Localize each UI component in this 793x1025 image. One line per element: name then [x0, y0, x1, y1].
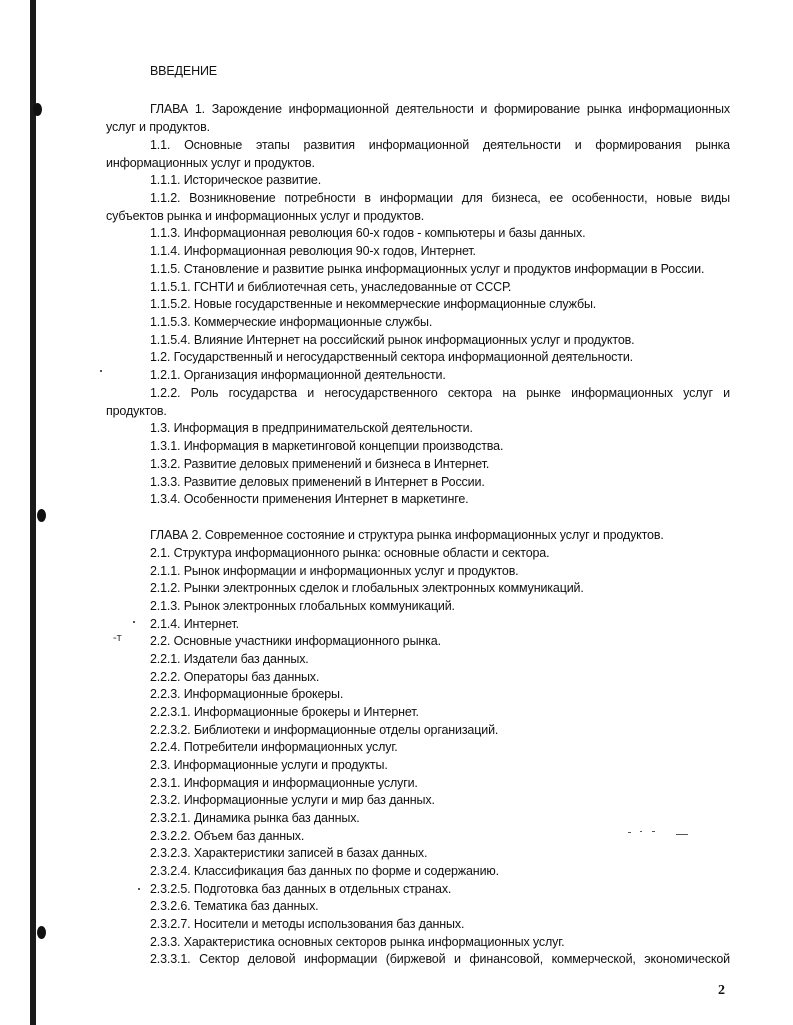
toc-line: 1.3.2. Развитие деловых применений и бизнеса в Интернет. [150, 457, 490, 471]
toc-line: 1.1.5.4. Влияние Интернет на российский рынок информационных услуг и продуктов. [150, 332, 635, 347]
toc-line: субъектов рынка и информационных услуг и продуктов. [106, 208, 425, 223]
scan-speck [100, 370, 102, 372]
intro-heading: ВВЕДЕНИЕ [150, 64, 217, 78]
toc-line: 2.1.2. Рынки электронных сделок и глобальных электронных коммуникаций. [150, 581, 584, 595]
toc-line: 2.3. Информационные услуги и продукты. [150, 758, 388, 772]
toc-line: 1.1.2. Возникновение потребности в информации для бизнеса, ее особенности, новые виды [150, 191, 730, 205]
toc-line: 2.2.4. Потребители информационных услуг. [150, 740, 398, 754]
toc-line: 2.3.1. Информация и информационные услуги. [150, 775, 418, 790]
toc-line: ГЛАВА 1. Зарождение информационной деятельности и формирование рынка информационных [150, 102, 730, 116]
toc-line: 1.3.3. Развитие деловых применений в Интернет в России. [150, 474, 485, 489]
toc-line: 2.3.3. Характеристика основных секторов рынка информационных услуг. [150, 934, 565, 949]
toc-line: 1.1.1. Историческое развитие. [150, 173, 322, 187]
toc-line: услуг и продуктов. [106, 119, 210, 134]
toc-line: 2.1.1. Рынок информации и информационных услуг и продуктов. [150, 563, 519, 578]
toc-line: 2.1.3. Рынок электронных глобальных коммуникаций. [150, 599, 455, 613]
scan-speck [138, 888, 140, 890]
toc-line: 1.1. Основные этапы развития информационной деятельности и формирования рынка [150, 138, 730, 152]
toc-line: 2.1.4. Интернет. [150, 616, 239, 631]
punch-hole-mark [37, 926, 46, 939]
toc-line: 2.3.3.1. Сектор деловой информации (биржевой и финансовой, коммерческой, экономической [150, 952, 730, 966]
toc-line: 1.3.4. Особенности применения Интернет в маркетинге. [150, 492, 469, 506]
toc-line: 2.3.2.5. Подготовка баз данных в отдельных странах. [150, 881, 452, 896]
toc-line: 2.2.1. Издатели баз данных. [150, 652, 309, 666]
toc-line: 2.2. Основные участники информационного рынка. [150, 634, 441, 648]
page-number: 2 [718, 983, 725, 998]
toc-line: 2.3.2.6. Тематика баз данных. [150, 899, 319, 913]
toc-line: 2.2.3.2. Библиотеки и информационные отделы организаций. [150, 722, 499, 737]
toc-line: 2.3.2.7. Носители и методы использования баз данных. [150, 917, 465, 931]
punch-hole-mark [37, 509, 46, 522]
toc-line: 2.2.3. Информационные брокеры. [150, 687, 344, 701]
toc-line: информационных услуг и продуктов. [106, 155, 315, 170]
toc-line: 2.2.2. Операторы баз данных. [150, 669, 320, 684]
side-mark: -т [113, 632, 122, 644]
toc-line: 1.3.1. Информация в маркетинговой концепции производства. [150, 439, 504, 453]
toc-line: 1.1.5. Становление и развитие рынка информационных услуг и продуктов информации в России. [150, 262, 705, 276]
toc-line: ГЛАВА 2. Современное состояние и структура рынка информационных услуг и продуктов. [150, 528, 664, 542]
toc-line: 2.1. Структура информационного рынка: основные области и сектора. [150, 546, 550, 560]
toc-line: 1.2.1. Организация информационной деятельности. [150, 368, 446, 382]
toc-line: 1.2.2. Роль государства и негосударственного сектора на рынке информационных услуг и [150, 386, 730, 400]
toc-line: 2.3.2.2. Объем баз данных. [150, 828, 305, 843]
toc-line: 1.1.5.2. Новые государственные и некоммерческие информационные службы. [150, 297, 597, 311]
toc-line: 1.1.3. Информационная революция 60-х годов - компьютеры и базы данных. [150, 226, 586, 240]
toc-line: 2.3.2.4. Классификация баз данных по форме и содержанию. [150, 864, 499, 878]
toc-line: 2.3.2.1. Динамика рынка баз данных. [150, 811, 360, 825]
toc-line: 2.2.3.1. Информационные брокеры и Интернет. [150, 705, 419, 719]
toc-line: 1.2. Государственный и негосударственный сектора информационной деятельности. [150, 350, 633, 364]
toc-line: 1.1.5.1. ГСНТИ и библиотечная сеть, унаследованные от СССР. [150, 279, 512, 294]
scan-speck [133, 621, 135, 623]
toc-line: продуктов. [106, 403, 167, 418]
toc-line: 1.1.5.3. Коммерческие информационные службы. [150, 315, 433, 329]
toc-line: 2.3.2.3. Характеристики записей в базах данных. [150, 846, 428, 860]
toc-line: 2.3.2. Информационные услуги и мир баз данных. [150, 793, 435, 807]
toc-line: 1.3. Информация в предпринимательской деятельности. [150, 421, 473, 435]
scan-edge-bar [30, 0, 36, 1025]
punch-hole-mark [33, 103, 42, 116]
toc-line: 1.1.4. Информационная революция 90-х годов, Интернет. [150, 244, 476, 258]
